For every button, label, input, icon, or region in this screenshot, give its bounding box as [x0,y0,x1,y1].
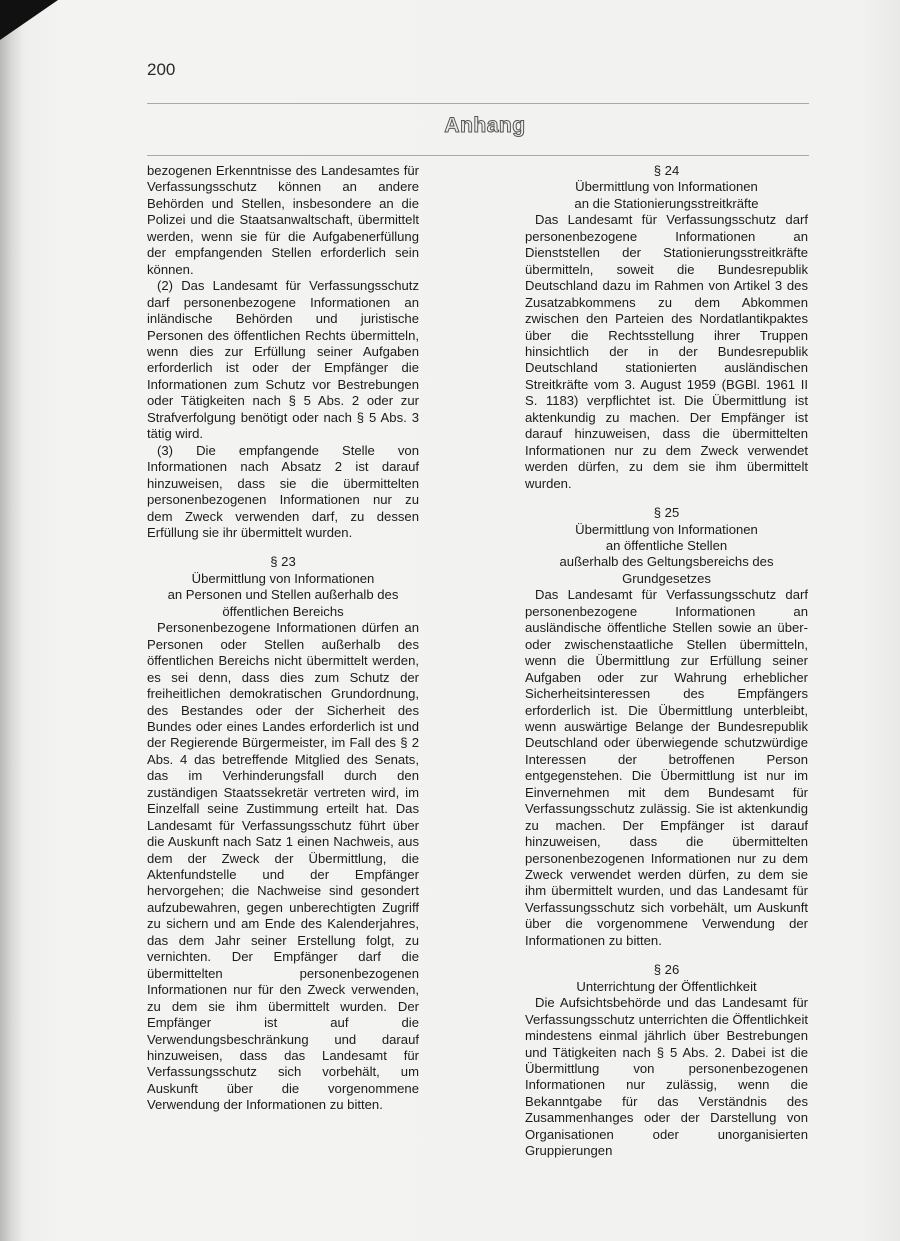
section-24-heading-line-2: an die Stationierungsstreitkräfte [574,195,759,211]
section-26-body: Die Aufsichtsbehörde und das Landesamt für Verfassungsschutz unterrichten die Öffentlichkeit mindestens einmal jährlich über Bestrebungen und Tätigkeiten nach § 5 Abs. 2. Dabei ist die Übermittlung von personenbezogenen Informationen nur zulässig, wenn die Bekanntgabe für das Verständnis des Zusammenhanges oder der Darstellung von Organisationen oder unorganisierten Gruppierungen [525,995,808,1159]
section-23-heading-line-1: Übermittlung von Informationen [191,570,375,586]
paragraph-2: (2) Das Landesamt für Verfassungsschutz darf personenbezogene Informationen an inländische Behörden und juristische Personen des öffentlichen Rechts übermitteln, wenn dies zur Erfüllung seiner Aufgaben erforderlich ist oder der Empfänger die Informationen zum Schutz vor Bestrebungen oder Tätigkeiten nach § 5 Abs. 2 oder zur Strafverfolgung benötigt oder nach § 5 Abs. 3 tätig wird. [147,278,419,442]
scan-corner-mark [0,0,58,40]
right-column [525,163,808,1160]
header-rule-top [147,103,809,104]
section-24-heading-line-1: Übermittlung von Informationen [575,179,758,195]
section-23-heading-line-3: öffentlichen Bereichs [222,603,344,619]
header-rule-bottom [147,155,809,156]
section-25-heading-line-4: Grundgesetzes [622,570,711,586]
page-number: 200 [147,60,176,79]
section-23-number: § 23 [270,554,296,570]
book-binding-shadow [0,0,22,1241]
section-26-heading-line-1: Unterrichtung der Öffentlichkeit [576,978,757,994]
paragraph-continued: bezogenen Erkenntnisse des Landesamtes für Verfassungsschutz können an andere Behörden und Stellen, insbesondere an die Polizei und die Staatsanwaltschaft, übermittelt werden, wenn sie für die Aufgabenerfüllung der empfangenden Stellen erforderlich sein können. [147,163,419,277]
running-header-title: Anhang [444,114,526,137]
section-25-heading-line-3: außerhalb des Geltungsbereichs des [559,554,774,570]
section-24-number: § 24 [653,163,680,178]
paragraph-3: (3) Die empfangende Stelle von Informationen nach Absatz 2 ist darauf hinzuweisen, dass sie die übermittelten personenbezogenen Informationen nur zu dem Zweck verwenden darf, zu dessen Erfüllung sie ihr übermittelt wurden. [147,442,419,540]
left-column [147,163,419,1114]
section-25-heading-line-1: Übermittlung von Informationen [575,521,758,537]
section-23-heading-line-2: an Personen und Stellen außerhalb des [167,587,399,603]
section-25-body: Das Landesamt für Verfassungsschutz darf personenbezogene Informationen an ausländische öffentliche Stellen sowie an über- oder zwischenstaatliche Stellen übermitteln, wenn die Übermittlung zur Erfüllung seiner Aufgaben oder zur Wahrung erheblicher Sicherheitsinteressen des Empfängers erforderlich ist. Die Übermittlung unterbleibt, wenn auswärtige Belange der Bundesrepublik Deutschland oder überwiegende schutzwürdige Interessen der betroffenen Person entgegenstehen. Die Übermittlung ist nur im Einvernehmen mit dem Bundesamt für Verfassungsschutz zulässig. Sie ist aktenkundig zu machen. Der Empfänger ist darauf hinzuweisen, dass die übermittelten personenbezogenen Informationen nur zu dem Zweck verwendet werden dürfen, zu dem sie ihm übermittelt wurden, und das Landesamt für Verfassungsschutz sich vorbehält, um Auskunft über die vorgenommene Verwendung der Informationen zu bitten. [525,587,808,948]
section-26-number: § 26 [653,962,680,978]
section-23-body: Personenbezogene Informationen dürfen an Personen oder Stellen außerhalb des öffentlichen Bereichs nicht übermittelt werden, es sei denn, dass dies zum Schutz der freiheitlichen demokratischen Grundordnung, des Bestandes oder der Sicherheit des Bundes oder eines Landes erforderlich ist und der Regierende Bürgermeister, im Fall des § 2 Abs. 4 das betreffende Mitglied des Senats, das im Verhinderungsfall durch den zuständigen Staatssekretär vertreten wird, im Einzelfall seine Zustimmung erteilt hat. Das Landesamt für Verfassungsschutz führt über die Auskunft nach Satz 1 einen Nachweis, aus dem der Zweck der Übermittlung, die Aktenfundstelle und der Empfänger hervorgehen; die Nachweise sind gesondert aufzubewahren, gegen unberechtigten Zugriff zu sichern und am Ende des Kalenderjahres, das dem Jahr seiner Erstellung folgt, zu vernichten. Der Empfänger darf die übermittelten personenbezogenen Informationen nur für den Zweck verwenden, zu dem sie ihm übermittelt wurden. Der Empfänger ist auf die Verwendungsbeschränkung und darauf hinzuweisen, dass das Landesamt für Verfassungsschutz sich vorbehält, um Auskunft über die vorgenommene Verwendung der Informationen zu bitten. [147,620,419,1113]
section-24-body: Das Landesamt für Verfassungsschutz darf personenbezogene Informationen an Dienststellen der Stationierungsstreitkräfte übermitteln, soweit die Bundesrepublik Deutschland dazu im Rahmen von Artikel 3 des Zusatzabkommens zu dem Abkommen zwischen den Parteien des Nordatlantikpaktes über die Rechtsstellung ihrer Truppen hinsichtlich der in der Bundesrepublik Deutschland stationierten ausländischen Streitkräfte vom 3. August 1959 (BGBl. 1961 II S. 1183) verpflichtet ist. Die Übermittlung ist aktenkundig zu machen. Der Empfänger ist darauf hinzuweisen, dass die übermittelten Informationen nur zu dem Zweck verwendet werden dürfen, zu dem sie ihm übermittelt wurden. [525,212,808,491]
section-25-heading-line-2: an öffentliche Stellen [605,537,728,553]
section-25-number: § 25 [653,505,680,521]
